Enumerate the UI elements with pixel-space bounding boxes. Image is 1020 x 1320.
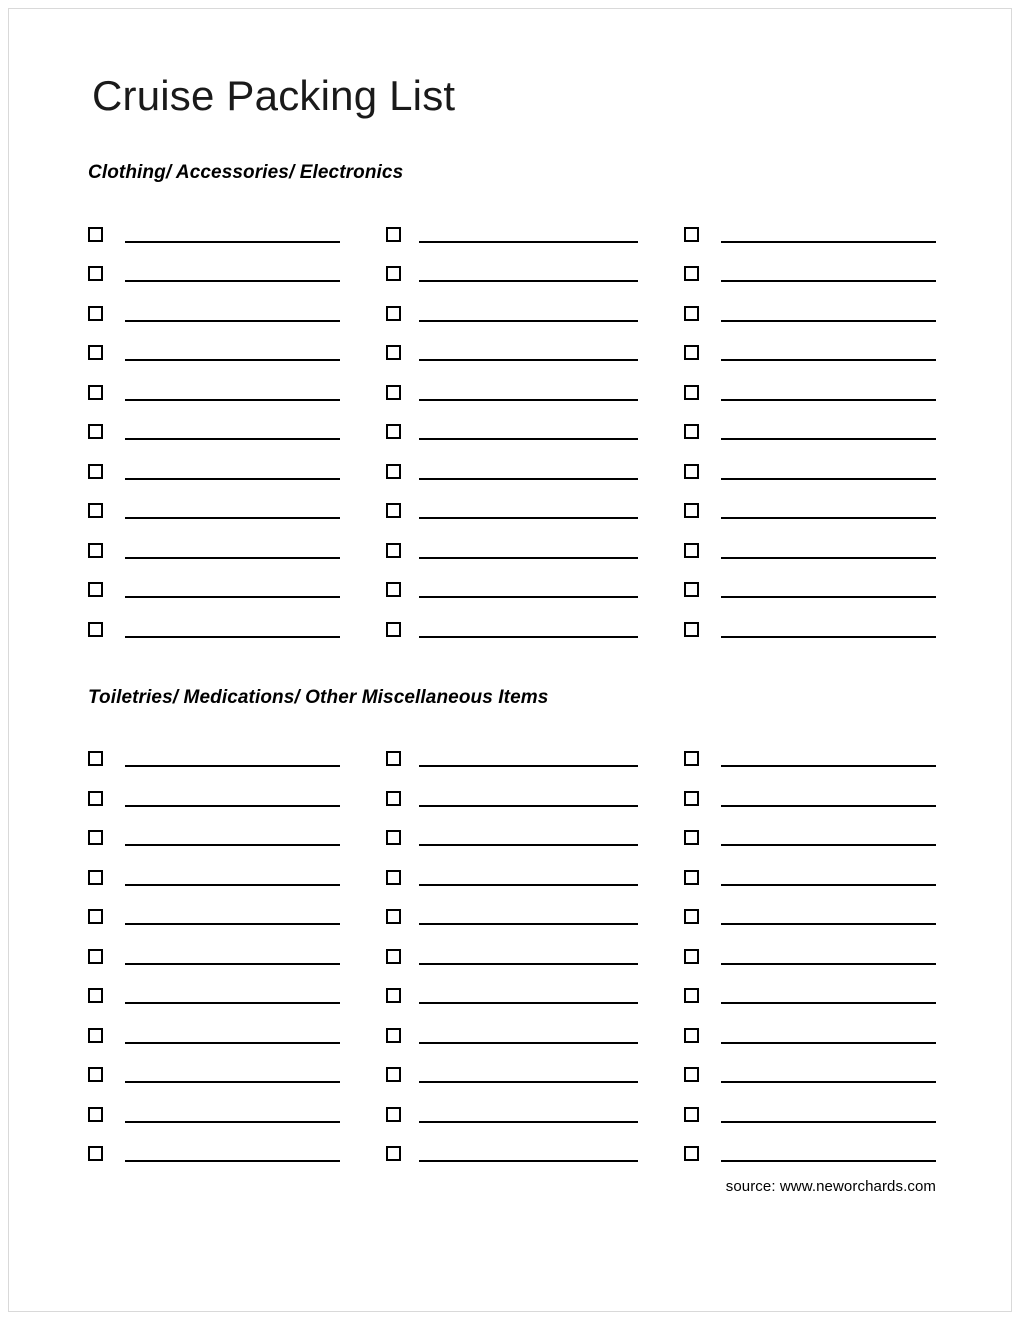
write-in-line[interactable] [419,1081,638,1083]
section-clothing-grid [88,206,936,641]
checkbox-icon[interactable] [684,751,699,766]
checkbox-icon[interactable] [88,582,103,597]
checklist-row [88,968,340,1008]
write-in-line[interactable] [125,923,340,925]
checklist-row [684,1086,936,1126]
checkbox-icon[interactable] [684,622,699,637]
write-in-line[interactable] [125,359,340,361]
section-clothing-column-2 [386,206,638,641]
write-in-line[interactable] [419,557,638,559]
checklist-row [386,1126,638,1166]
checklist-row [386,443,638,483]
checklist-row [684,968,936,1008]
checkbox-icon[interactable] [684,464,699,479]
checklist-row [386,1086,638,1126]
checkbox-icon[interactable] [684,949,699,964]
checkbox-icon[interactable] [684,543,699,558]
checkbox-icon[interactable] [88,1146,103,1161]
checklist-row [684,601,936,641]
checklist-row [88,928,340,968]
write-in-line[interactable] [419,805,638,807]
write-in-line[interactable] [419,963,638,965]
checkbox-icon[interactable] [386,870,401,885]
checklist-row [684,404,936,444]
write-in-line[interactable] [721,884,936,886]
write-in-line[interactable] [721,438,936,440]
write-in-line[interactable] [419,241,638,243]
write-in-line[interactable] [721,517,936,519]
checkbox-icon[interactable] [88,266,103,281]
checkbox-icon[interactable] [684,306,699,321]
write-in-line[interactable] [721,765,936,767]
source-credit: source: www.neworchards.com [725,1178,936,1195]
checkbox-icon[interactable] [386,266,401,281]
checklist-row [386,246,638,286]
write-in-line[interactable] [125,844,340,846]
checkbox-icon[interactable] [684,266,699,281]
checklist-row [88,325,340,365]
write-in-line[interactable] [419,596,638,598]
checkbox-icon[interactable] [386,909,401,924]
checkbox-icon[interactable] [88,1107,103,1122]
write-in-line[interactable] [125,438,340,440]
write-in-line[interactable] [125,765,340,767]
checklist-row [684,1126,936,1166]
checkbox-icon[interactable] [684,830,699,845]
checklist-row [88,731,340,771]
checkbox-icon[interactable] [88,949,103,964]
checklist-row [684,285,936,325]
checklist-row [386,325,638,365]
checkbox-icon[interactable] [88,503,103,518]
write-in-line[interactable] [721,805,936,807]
checkbox-icon[interactable] [386,464,401,479]
write-in-line[interactable] [125,478,340,480]
write-in-line[interactable] [721,478,936,480]
checklist-row [386,849,638,889]
checklist-row [684,562,936,602]
write-in-line[interactable] [125,1160,340,1162]
write-in-line[interactable] [721,399,936,401]
checkbox-icon[interactable] [684,1067,699,1082]
checklist-row [684,483,936,523]
write-in-line[interactable] [125,1002,340,1004]
section-heading-clothing: Clothing/ Accessories/ Electronics [88,162,404,184]
checkbox-icon[interactable] [386,1067,401,1082]
checklist-row [386,1007,638,1047]
checkbox-icon[interactable] [88,622,103,637]
checklist-row [386,731,638,771]
checkbox-icon[interactable] [684,385,699,400]
write-in-line[interactable] [125,241,340,243]
write-in-line[interactable] [419,320,638,322]
checkbox-icon[interactable] [386,1146,401,1161]
checkbox-icon[interactable] [386,791,401,806]
write-in-line[interactable] [721,280,936,282]
write-in-line[interactable] [419,478,638,480]
section-heading-toiletries: Toiletries/ Medications/ Other Miscellaneous Items [88,686,549,708]
checklist-row [684,206,936,246]
checklist-row [386,404,638,444]
write-in-line[interactable] [125,1081,340,1083]
checklist-row [88,404,340,444]
checklist-row [386,483,638,523]
checkbox-icon[interactable] [684,988,699,1003]
checklist-row [88,562,340,602]
checklist-row [386,285,638,325]
section-toiletries-column-2 [386,731,638,1166]
checkbox-icon[interactable] [88,345,103,360]
checklist-row [684,443,936,483]
checkbox-icon[interactable] [386,227,401,242]
write-in-line[interactable] [125,884,340,886]
checkbox-icon[interactable] [684,1146,699,1161]
checklist-row [684,325,936,365]
checklist-row [684,928,936,968]
write-in-line[interactable] [125,1042,340,1044]
checkbox-icon[interactable] [684,791,699,806]
checkbox-icon[interactable] [386,385,401,400]
checklist-row [684,849,936,889]
checkbox-icon[interactable] [684,582,699,597]
checkbox-icon[interactable] [88,830,103,845]
checklist-row [88,1086,340,1126]
checkbox-icon[interactable] [88,870,103,885]
checklist-row [88,1047,340,1087]
checkbox-icon[interactable] [684,870,699,885]
checkbox-icon[interactable] [386,1107,401,1122]
section-toiletries-column-3 [684,731,936,1166]
checklist-row [684,1047,936,1087]
write-in-line[interactable] [419,359,638,361]
write-in-line[interactable] [721,1081,936,1083]
write-in-line[interactable] [125,557,340,559]
checklist-row [88,849,340,889]
write-in-line[interactable] [721,636,936,638]
write-in-line[interactable] [419,1160,638,1162]
checklist-row [88,246,340,286]
checklist-row [88,483,340,523]
checklist-row [386,889,638,929]
checkbox-icon[interactable] [386,424,401,439]
checklist-row [684,770,936,810]
write-in-line[interactable] [721,1002,936,1004]
checklist-row [684,889,936,929]
checklist-row [386,206,638,246]
write-in-line[interactable] [125,320,340,322]
write-in-line[interactable] [419,1002,638,1004]
write-in-line[interactable] [721,241,936,243]
checkbox-icon[interactable] [88,385,103,400]
checkbox-icon[interactable] [88,1028,103,1043]
checklist-row [684,522,936,562]
section-clothing-column-3 [684,206,936,641]
write-in-line[interactable] [721,557,936,559]
checkbox-icon[interactable] [386,949,401,964]
write-in-line[interactable] [419,844,638,846]
checklist-row [386,810,638,850]
section-toiletries-grid [88,731,936,1166]
checklist-row [88,206,340,246]
checkbox-icon[interactable] [88,306,103,321]
checklist-row [88,810,340,850]
checkbox-icon[interactable] [684,424,699,439]
checklist-row [386,522,638,562]
write-in-line[interactable] [125,1121,340,1123]
checkbox-icon[interactable] [386,345,401,360]
write-in-line[interactable] [419,280,638,282]
checkbox-icon[interactable] [684,227,699,242]
write-in-line[interactable] [419,517,638,519]
write-in-line[interactable] [125,805,340,807]
checklist-row [386,601,638,641]
checkbox-icon[interactable] [386,622,401,637]
checklist-row [88,601,340,641]
checkbox-icon[interactable] [386,582,401,597]
checklist-row [88,1126,340,1166]
checkbox-icon[interactable] [386,751,401,766]
checklist-row [386,562,638,602]
write-in-line[interactable] [721,1160,936,1162]
write-in-line[interactable] [125,636,340,638]
checklist-row [684,246,936,286]
write-in-line[interactable] [419,1042,638,1044]
checkbox-icon[interactable] [88,791,103,806]
write-in-line[interactable] [721,1042,936,1044]
write-in-line[interactable] [125,280,340,282]
write-in-line[interactable] [125,399,340,401]
write-in-line[interactable] [125,596,340,598]
write-in-line[interactable] [721,963,936,965]
page-title: Cruise Packing List [92,72,456,119]
checklist-row [386,968,638,1008]
checkbox-icon[interactable] [386,830,401,845]
checklist-row [88,1007,340,1047]
checklist-row [88,889,340,929]
write-in-line[interactable] [721,1121,936,1123]
write-in-line[interactable] [125,517,340,519]
checkbox-icon[interactable] [386,543,401,558]
checkbox-icon[interactable] [684,503,699,518]
write-in-line[interactable] [419,884,638,886]
checkbox-icon[interactable] [386,1028,401,1043]
write-in-line[interactable] [721,844,936,846]
checkbox-icon[interactable] [88,424,103,439]
page-content [88,72,936,1165]
checkbox-icon[interactable] [386,503,401,518]
checkbox-icon[interactable] [88,464,103,479]
checkbox-icon[interactable] [88,227,103,242]
checklist-row [386,928,638,968]
checkbox-icon[interactable] [386,306,401,321]
checklist-row [386,1047,638,1087]
checkbox-icon[interactable] [88,543,103,558]
write-in-line[interactable] [419,1121,638,1123]
checklist-row [684,364,936,404]
checklist-row [386,770,638,810]
section-clothing-column-1 [88,206,340,641]
checklist-row [88,770,340,810]
checkbox-icon[interactable] [684,909,699,924]
write-in-line[interactable] [419,636,638,638]
checklist-row [684,731,936,771]
checklist-row [88,285,340,325]
checkbox-icon[interactable] [684,1107,699,1122]
checkbox-icon[interactable] [386,988,401,1003]
checklist-row [684,810,936,850]
checkbox-icon[interactable] [684,1028,699,1043]
write-in-line[interactable] [721,596,936,598]
checkbox-icon[interactable] [684,345,699,360]
checkbox-icon[interactable] [88,988,103,1003]
checkbox-icon[interactable] [88,751,103,766]
write-in-line[interactable] [721,923,936,925]
write-in-line[interactable] [419,923,638,925]
write-in-line[interactable] [721,359,936,361]
write-in-line[interactable] [125,963,340,965]
checklist-row [88,364,340,404]
write-in-line[interactable] [721,320,936,322]
checkbox-icon[interactable] [88,1067,103,1082]
checklist-row [684,1007,936,1047]
write-in-line[interactable] [419,438,638,440]
write-in-line[interactable] [419,399,638,401]
checklist-row [88,443,340,483]
checklist-row [88,522,340,562]
checkbox-icon[interactable] [88,909,103,924]
checklist-row [386,364,638,404]
write-in-line[interactable] [419,765,638,767]
section-toiletries-column-1 [88,731,340,1166]
